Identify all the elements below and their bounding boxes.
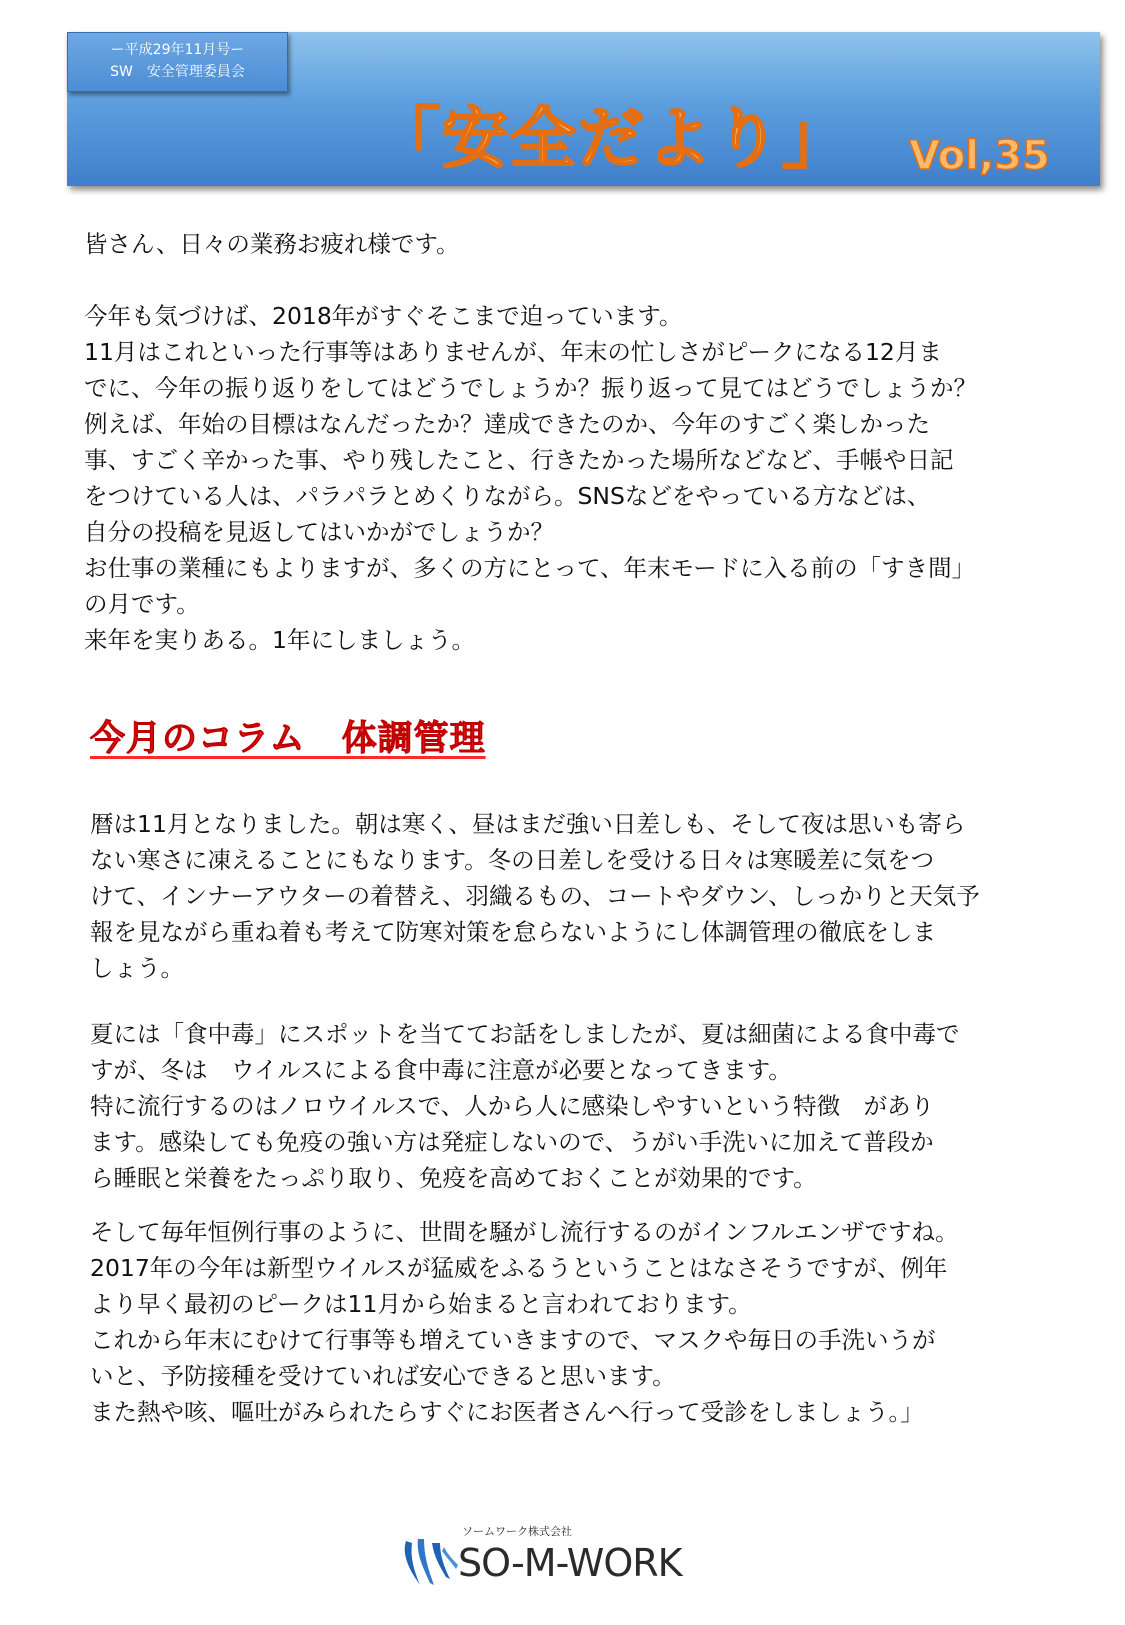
intro-line <box>84 262 1084 298</box>
intro-line: の月です。 <box>84 590 200 618</box>
intro-line: 今年も気づけば、2018年がすぐそこまで迫っています。 <box>84 302 683 330</box>
column-line: 夏には「食中毒」にスポットを当ててお話をしましたが、夏は細菌による食中毒で <box>90 1020 960 1048</box>
newsletter-title: 「安全だより」 <box>374 100 850 177</box>
issue-label-box <box>67 32 288 92</box>
column-line: ら睡眠と栄養をたっぷり取り、免疫を高めておくことが効果的です。 <box>90 1164 817 1192</box>
intro-line: でに、今年の振り返りをしてはどうでしょうか？振り返って見てはどうでしょうか？ <box>84 374 977 402</box>
intro-line: 来年を実りある。1年にしましょう。 <box>84 626 475 654</box>
intro-line: お仕事の業種にもよりますが、多くの方にとって、年末モードに入る前の「すき間」 <box>84 554 976 582</box>
intro-line: 自分の投稿を見返してはいかがでしょうか？ <box>84 518 554 546</box>
column-line: より早く最初のピークは11月から始まると言われております。 <box>90 1290 752 1318</box>
intro-line: 11月はこれといった行事等はありませんが、年末の忙しさがピークになる12月ま <box>84 338 942 366</box>
column-line: 報を見ながら重ね着も考えて防寒対策を怠らないようにし体調管理の徹底をしま <box>90 918 936 946</box>
column-paragraph-3 <box>90 1214 1090 1430</box>
column-line: 特に流行するのはノロウイルスで、人から人に感染しやすいという特徴 があり <box>90 1092 935 1120</box>
committee-name: SW 安全管理委員会 <box>110 64 245 80</box>
column-paragraph-1 <box>90 806 1090 986</box>
column-line: いと、予防接種を受けていれば安心できると思います。 <box>90 1362 676 1390</box>
column-paragraph-2 <box>90 1016 1090 1196</box>
company-logo-text: SO-M-WORK <box>458 1541 682 1585</box>
issue-date: ー平成29年11月号ー <box>110 42 245 58</box>
column-line: ない寒さに凍えることにもなります。冬の日差しを受ける日々は寒暖差に気をつ <box>90 846 935 874</box>
column-line: また熱や咳、嘔吐がみられたらすぐにお医者さんへ行って受診をしましょう。」 <box>90 1398 924 1426</box>
company-name-sub: ソームワーク株式会社 <box>462 1525 572 1538</box>
column-line: 暦は11月となりました。朝は寒く、昼はまだ強い日差しも、そして夜は思いも寄ら <box>90 810 966 838</box>
header-banner <box>67 32 1100 186</box>
column-line: そして毎年恒例行事のように、世間を騒がし流行するのがインフルエンザですね。 <box>90 1218 959 1246</box>
column-line: すが、冬は ウイルスによる食中毒に注意が必要となってきます。 <box>90 1056 792 1084</box>
column-heading: 今月のコラム 体調管理 <box>90 719 486 759</box>
intro-line: 皆さん、日々の業務お疲れ様です。 <box>84 230 460 258</box>
intro-line: 例えば、年始の目標はなんだったか？達成できたのか、今年のすごく楽しかった <box>84 410 930 438</box>
column-line: けて、インナーアウターの着替え、羽織るもの、コートやダウン、しっかりと天気予 <box>90 882 980 910</box>
intro-line: 事、すごく辛かった事、やり残したこと、行きたかった場所などなど、手帳や日記 <box>84 446 954 474</box>
column-line: 2017年の今年は新型ウイルスが猛威をふるうということはなさそうですが、例年 <box>90 1254 948 1282</box>
sw-logo-icon <box>400 1533 460 1589</box>
intro-text <box>84 226 1084 658</box>
intro-line: をつけている人は、パラパラとめくりながら。SNSなどをやっている方などは、 <box>84 482 931 510</box>
column-line: これから年末にむけて行事等も増えていきますので、マスクや毎日の手洗いうが <box>90 1326 936 1354</box>
company-logo <box>400 1523 690 1595</box>
volume-number: Vol,35 <box>909 133 1050 179</box>
column-line: ます。感染しても免疫の強い方は発症しないので、うがい手洗いに加えて普段か <box>90 1128 934 1156</box>
column-line: しょう。 <box>90 954 184 982</box>
